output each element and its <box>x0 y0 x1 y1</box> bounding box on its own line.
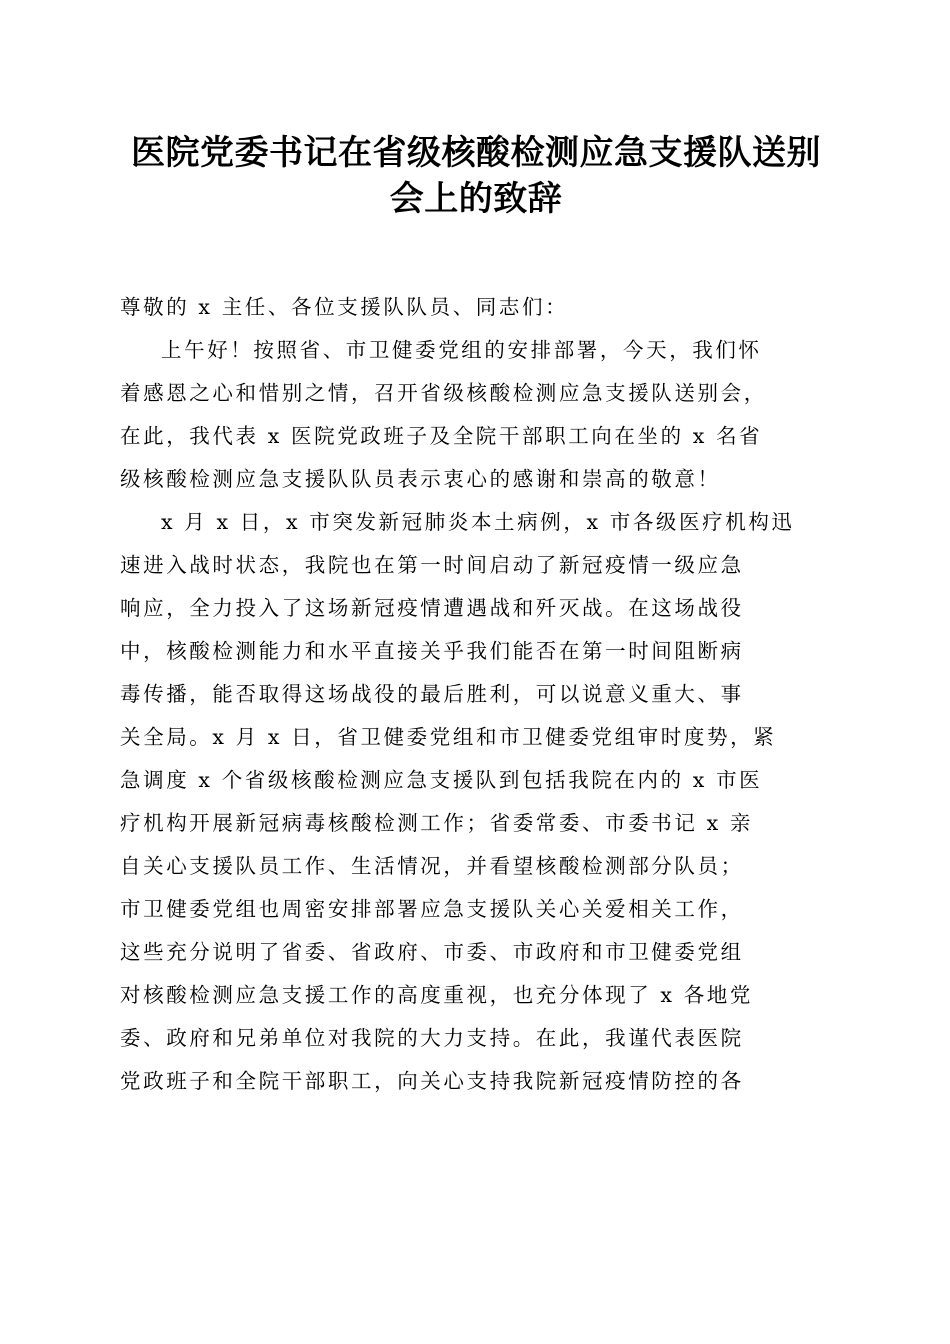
salutation: 尊敬的 x 主任、各位支援队队员、同志们： <box>120 295 569 319</box>
title-line-1: 医院党委书记在省级核酸检测应急支援队送别 <box>131 133 821 173</box>
text-line: 市卫健委党组也周密安排部署应急支援队关心关爱相关工作， <box>120 897 744 921</box>
paragraph-background <box>120 501 832 1103</box>
text-line: 急调度 x 个省级核酸检测应急支援队到包括我院在内的 x 市医 <box>120 768 763 792</box>
text-line: x 月 x 日，x 市突发新冠肺炎本土病例，x 市各级医疗机构迅 <box>161 510 795 534</box>
text-line: 委、政府和兄弟单位对我院的大力支持。在此，我谨代表医院 <box>120 1026 744 1050</box>
text-line: 疗机构开展新冠病毒核酸检测工作；省委常委、市委书记 x 亲 <box>120 811 753 835</box>
text-line: 毒传播，能否取得这场战役的最后胜利，可以说意义重大、事 <box>120 682 744 706</box>
document-page <box>120 130 832 1103</box>
text-line: 党政班子和全院干部职工，向关心支持我院新冠疫情防控的各 <box>120 1069 744 1093</box>
text-line: 上午好！按照省、市卫健委党组的安排部署，今天，我们怀 <box>161 338 762 362</box>
text-line: 自关心支援队员工作、生活情况，并看望核酸检测部分队员； <box>120 854 744 878</box>
text-line: 在此，我代表 x 医院党政班子及全院干部职工向在坐的 x 名省 <box>120 424 763 448</box>
document-body <box>120 286 832 1103</box>
text-line: 对核酸检测应急支援工作的高度重视，也充分体现了 x 各地党 <box>120 983 753 1007</box>
text-line: 级核酸检测应急支援队队员表示衷心的感谢和崇高的敬意！ <box>120 467 721 491</box>
text-line: 这些充分说明了省委、省政府、市委、市政府和市卫健委党组 <box>120 940 744 964</box>
title-line-2: 会上的致辞 <box>389 179 563 219</box>
text-line: 响应，全力投入了这场新冠疫情遭遇战和歼灭战。在这场战役 <box>120 596 744 620</box>
document-title <box>120 130 832 222</box>
text-line: 关全局。x 月 x 日，省卫健委党组和市卫健委党组审时度势，紧 <box>120 725 777 749</box>
text-line: 速进入战时状态，我院也在第一时间启动了新冠疫情一级应急 <box>120 553 744 577</box>
paragraph-greeting <box>120 329 832 501</box>
text-line: 中，核酸检测能力和水平直接关乎我们能否在第一时间阻断病 <box>120 639 744 663</box>
text-line: 着感恩之心和惜别之情，召开省级核酸检测应急支援队送别会， <box>120 381 767 405</box>
